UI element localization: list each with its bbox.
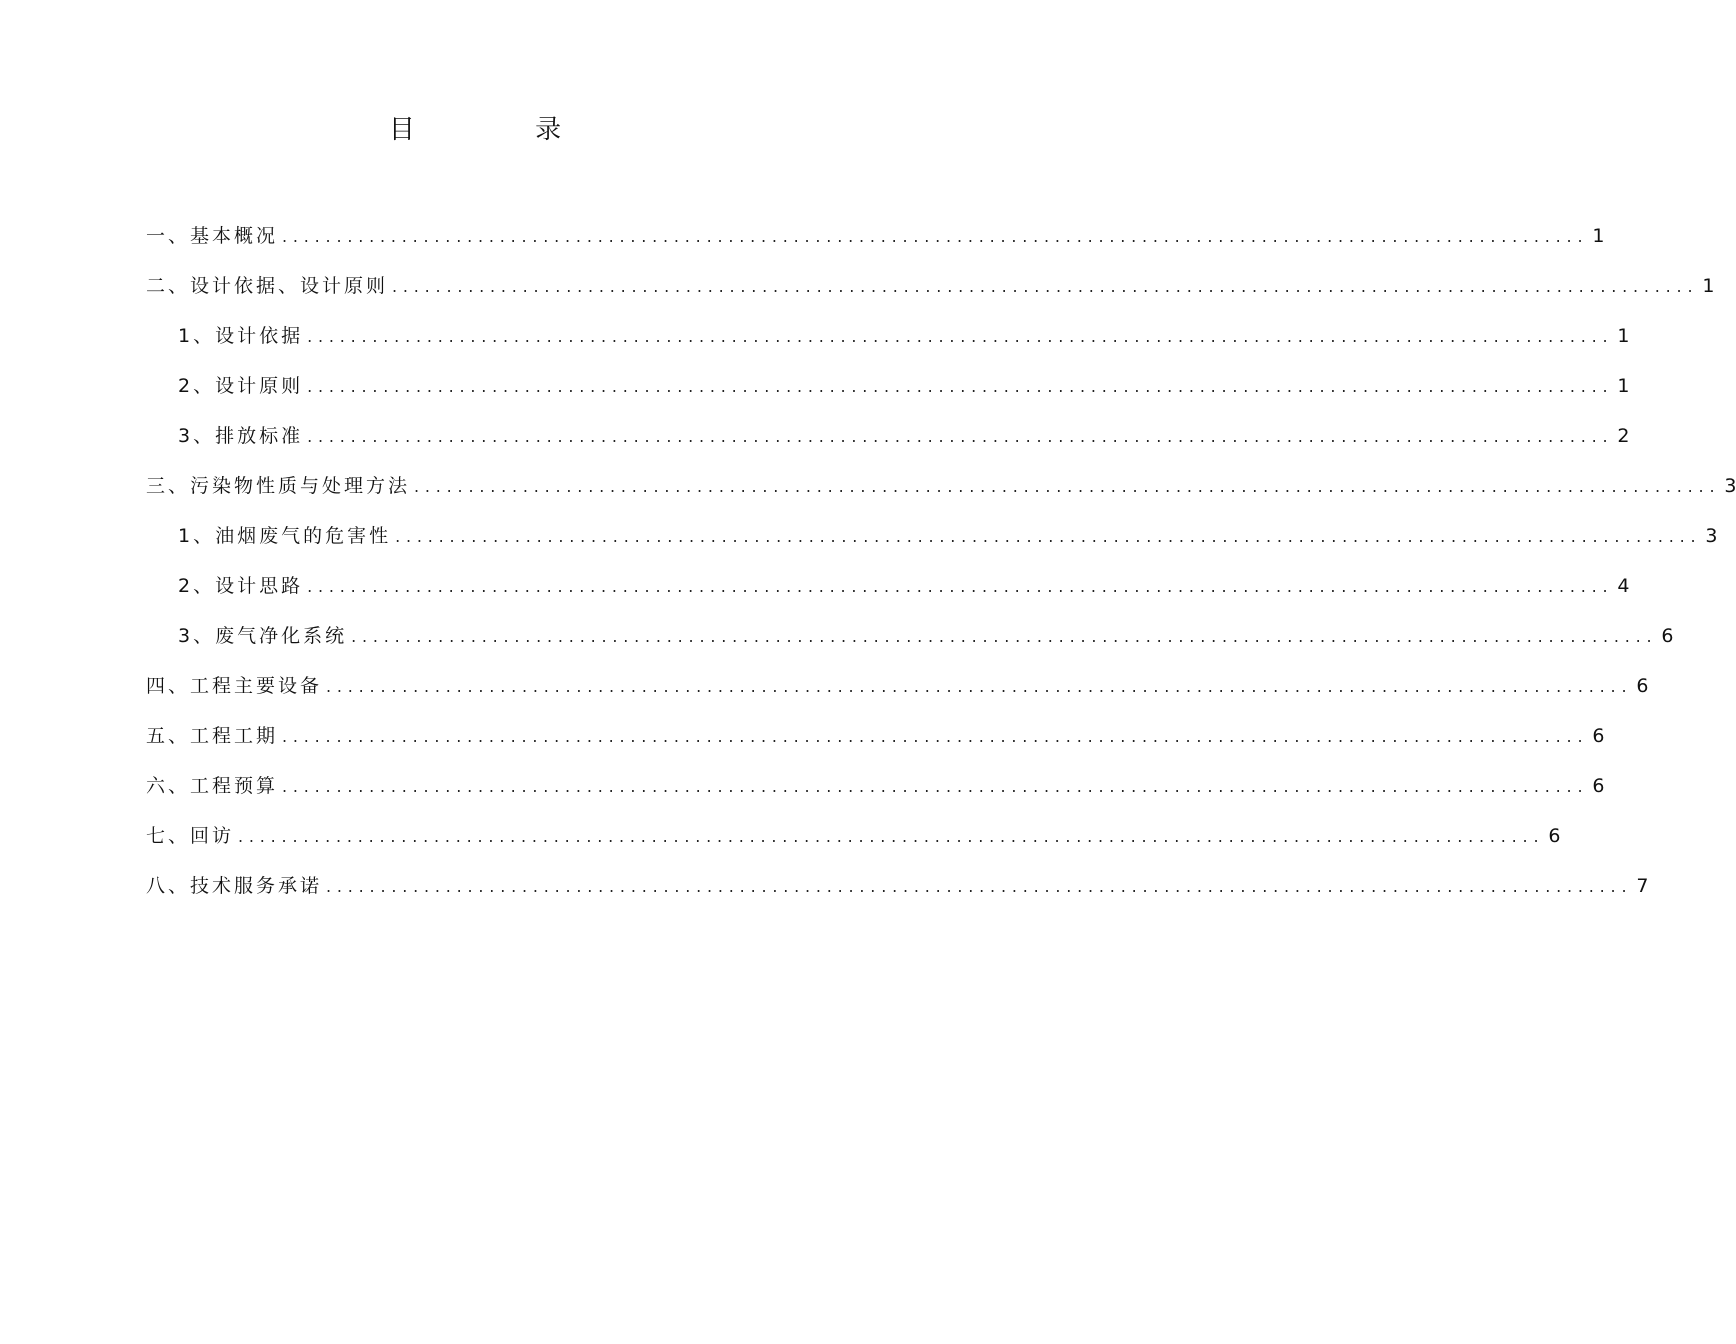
- toc-page-number: 6: [1592, 775, 1605, 797]
- toc-entry-label: 1、设计依据: [178, 325, 304, 347]
- toc-dot-leader: ........................................................................................................................: [307, 577, 1614, 596]
- toc-dot-leader: ........................................................................................................................: [392, 277, 1699, 296]
- toc-entry[interactable]: [146, 816, 1561, 866]
- toc-page-number: 6: [1592, 725, 1605, 747]
- toc-entry[interactable]: [146, 366, 1630, 416]
- toc-page-number: 1: [1592, 225, 1605, 247]
- table-of-contents: [146, 216, 1736, 916]
- toc-entry-label: 四、工程主要设备: [146, 675, 323, 697]
- toc-dot-leader: ........................................................................................................................: [326, 677, 1633, 696]
- toc-page-number: 6: [1548, 825, 1561, 847]
- toc-entry[interactable]: [146, 566, 1630, 616]
- toc-entry[interactable]: [146, 416, 1630, 466]
- toc-entry[interactable]: [146, 266, 1715, 316]
- toc-entry-label: 五、工程工期: [146, 725, 279, 747]
- toc-dot-leader: ........................................................................................................................: [351, 627, 1658, 646]
- toc-entry-label: 2、设计思路: [178, 575, 304, 597]
- toc-page-number: 6: [1636, 675, 1649, 697]
- toc-page-number: 1: [1702, 275, 1715, 297]
- toc-dot-leader: ........................................................................................................................: [282, 777, 1589, 796]
- toc-entry-label: 一、基本概况: [146, 225, 279, 247]
- toc-entry-label: 2、设计原则: [178, 375, 304, 397]
- toc-dot-leader: ........................................................................................................................: [238, 827, 1545, 846]
- page-title: 目 录: [388, 115, 618, 145]
- toc-dot-leader: ........................................................................................................................: [414, 477, 1721, 496]
- toc-page-number: 3: [1705, 525, 1718, 547]
- toc-entry[interactable]: [146, 766, 1605, 816]
- toc-entry-label: 3、排放标准: [178, 425, 304, 447]
- toc-entry-label: 七、回访: [146, 825, 235, 847]
- toc-entry-label: 二、设计依据、设计原则: [146, 275, 389, 297]
- toc-dot-leader: ........................................................................................................................: [282, 227, 1589, 246]
- toc-entry[interactable]: [146, 716, 1605, 766]
- toc-entry[interactable]: [146, 516, 1718, 566]
- toc-page-number: 3: [1724, 475, 1736, 497]
- toc-dot-leader: ........................................................................................................................: [307, 327, 1614, 346]
- toc-dot-leader: ........................................................................................................................: [395, 527, 1702, 546]
- toc-entry[interactable]: [146, 466, 1736, 516]
- toc-entry-label: 六、工程预算: [146, 775, 279, 797]
- toc-page-number: 1: [1617, 375, 1630, 397]
- toc-entry-label: 1、油烟废气的危害性: [178, 525, 392, 547]
- toc-dot-leader: ........................................................................................................................: [326, 877, 1633, 896]
- toc-entry[interactable]: [146, 866, 1649, 916]
- toc-page-number: 6: [1661, 625, 1674, 647]
- toc-entry[interactable]: [146, 216, 1605, 266]
- toc-dot-leader: ........................................................................................................................: [282, 727, 1589, 746]
- toc-entry[interactable]: [146, 316, 1630, 366]
- toc-entry[interactable]: [146, 616, 1674, 666]
- toc-dot-leader: ........................................................................................................................: [307, 427, 1614, 446]
- toc-page-number: 4: [1617, 575, 1630, 597]
- toc-entry-label: 3、废气净化系统: [178, 625, 348, 647]
- toc-page-number: 2: [1617, 425, 1630, 447]
- toc-page-number: 1: [1617, 325, 1630, 347]
- toc-entry[interactable]: [146, 666, 1649, 716]
- toc-entry-label: 三、污染物性质与处理方法: [146, 475, 411, 497]
- toc-page-number: 7: [1636, 875, 1649, 897]
- toc-dot-leader: ........................................................................................................................: [307, 377, 1614, 396]
- toc-entry-label: 八、技术服务承诺: [146, 875, 323, 897]
